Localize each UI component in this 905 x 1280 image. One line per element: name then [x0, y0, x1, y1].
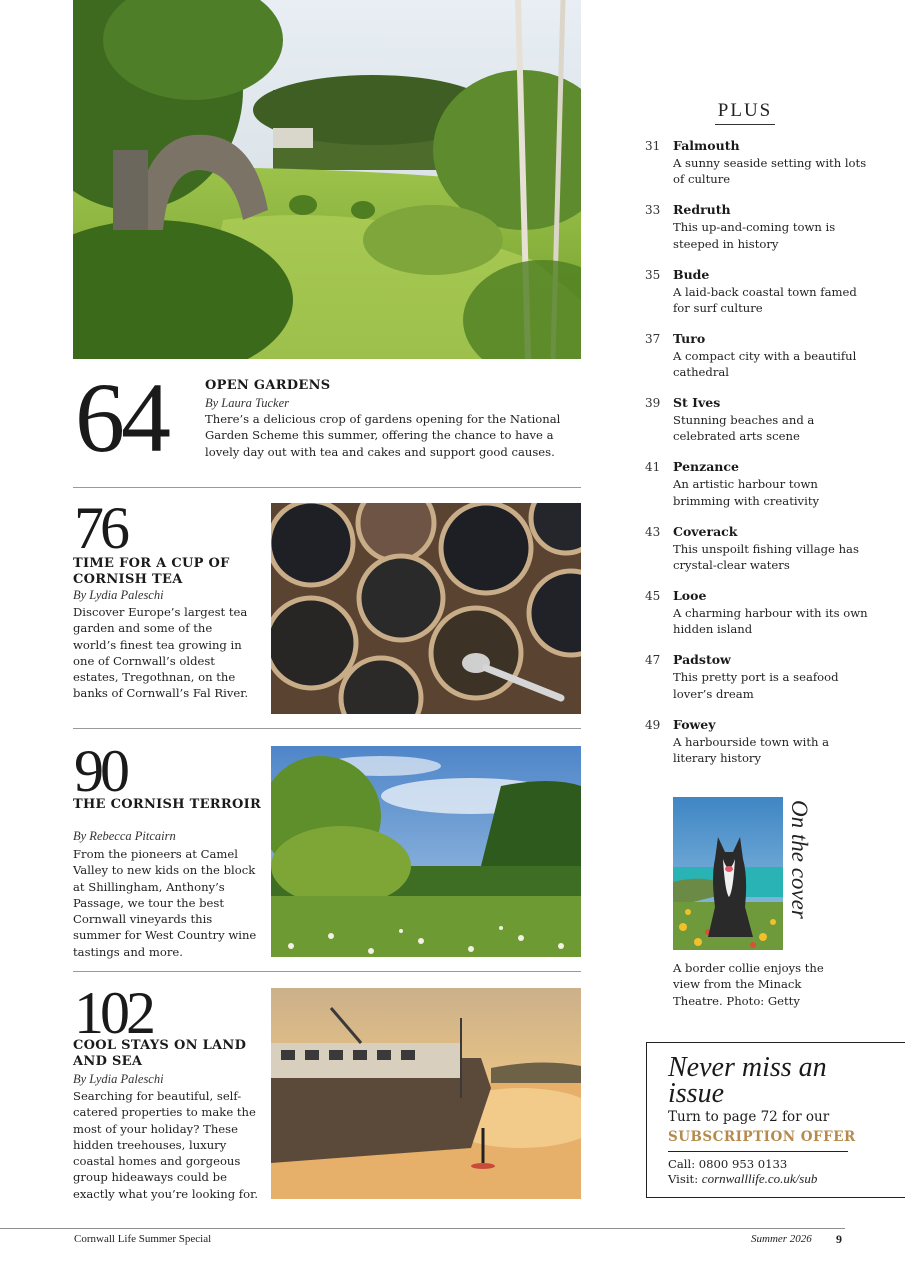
- feature-title[interactable]: THE CORNISH TERROIR: [73, 797, 262, 812]
- plus-town: Bude: [673, 266, 710, 282]
- plus-item-fowey[interactable]: [645, 717, 885, 781]
- plus-item-redruth[interactable]: [645, 202, 885, 266]
- plus-description: A harbourside town with a literary history: [673, 734, 830, 765]
- section-divider: [73, 971, 581, 972]
- feature-page-number: 102: [74, 980, 152, 1046]
- promo-divider: [668, 1151, 848, 1152]
- feature-description: From the pioneers at Camel Valley to new kids on the block at Shillingham, Anthony’s Passage, we tour the best Cornwall vineyards this summer for West Country wine tastings and more.: [73, 847, 257, 959]
- boat-photo: [271, 988, 581, 1199]
- footer-page-number: 9: [836, 1232, 842, 1246]
- plus-town: Fowey: [673, 716, 716, 732]
- cover-dog-photo[interactable]: [673, 797, 783, 950]
- feature-description: Discover Europe’s largest tea garden and some of the world’s finest tea growing in one of Cornwall’s oldest estates, Tregothnan, on the banks of Cornwall’s Fal River.: [73, 605, 249, 701]
- subscription-promo[interactable]: [646, 1042, 905, 1198]
- plus-description: This unspoilt fishing village has crystal-clear waters: [673, 541, 859, 573]
- feature-byline: By Lydia Paleschi: [73, 1072, 164, 1086]
- plus-item-falmouth[interactable]: [645, 138, 885, 202]
- feature-title[interactable]: OPEN GARDENS: [205, 378, 331, 393]
- plus-page-number: 35: [645, 267, 661, 282]
- plus-item-coverack[interactable]: [645, 524, 885, 588]
- garden-photo: [73, 0, 581, 359]
- plus-description: This up-and-coming town is steeped in history: [673, 220, 836, 251]
- plus-town: St Ives: [673, 395, 721, 411]
- feature-page-number: 90: [74, 738, 126, 804]
- promo-headline: Never miss an issue: [668, 1052, 827, 1109]
- plus-town: Redruth: [673, 202, 731, 218]
- plus-page-number: 37: [645, 331, 661, 346]
- feature-title[interactable]: COOL STAYS ON LAND AND SEA: [73, 1038, 247, 1069]
- plus-item-st-ives[interactable]: [645, 395, 885, 459]
- plus-item-turo[interactable]: [645, 331, 885, 395]
- plus-item-penzance[interactable]: [645, 459, 885, 523]
- plus-item-padstow[interactable]: [645, 652, 885, 716]
- subscription-offer-link[interactable]: SUBSCRIPTION OFFER: [668, 1129, 856, 1145]
- promo-url-link[interactable]: cornwalllife.co.uk/sub: [701, 1171, 818, 1186]
- plus-description: Stunning beaches and a celebrated arts scene: [673, 413, 815, 444]
- plus-list: [645, 138, 885, 781]
- plus-town: Padstow: [673, 652, 731, 668]
- plus-heading: PLUS: [715, 100, 775, 125]
- plus-town: Falmouth: [673, 138, 740, 153]
- plus-page-number: 33: [645, 203, 661, 218]
- plus-town: Coverack: [673, 523, 738, 539]
- feature-description: There’s a delicious crop of gardens opening for the National Garden Scheme this summer, offering the chance to have a lovely day out with tea and cakes and support good causes.: [205, 412, 561, 459]
- feature-byline: By Lydia Paleschi: [73, 588, 164, 602]
- section-divider: [73, 728, 581, 729]
- plus-description: A sunny seaside setting with lots of culture: [673, 156, 867, 187]
- plus-town: Looe: [673, 588, 707, 604]
- feature-description: Searching for beautiful, self-catered properties to make the most of your holiday? These hidden treehouses, luxury coastal homes and gorgeous group hideaways could be exactly what you’re looking for.: [73, 1089, 259, 1201]
- plus-item-looe[interactable]: [645, 588, 885, 652]
- feature-byline: By Laura Tucker: [205, 396, 290, 410]
- section-divider: [73, 487, 581, 488]
- plus-description: An artistic harbour town brimming with creativity: [673, 477, 820, 508]
- plus-description: A charming harbour with its own hidden island: [673, 606, 868, 637]
- feature-byline: By Rebecca Pitcairn: [73, 829, 176, 843]
- plus-page-number: 31: [645, 139, 661, 153]
- plus-page-number: 49: [645, 717, 661, 732]
- on-the-cover-label: On the cover: [787, 800, 812, 919]
- tea-photo: [271, 503, 581, 714]
- footer-magazine-title: Cornwall Life Summer Special: [74, 1233, 212, 1245]
- plus-town: Penzance: [673, 459, 739, 475]
- feature-page-number: 76: [74, 495, 126, 561]
- plus-description: A compact city with a beautiful cathedral: [673, 348, 857, 380]
- footer-issue: Summer 2026: [751, 1233, 812, 1245]
- plus-page-number: 47: [645, 653, 661, 668]
- feature-title[interactable]: TIME FOR A CUP OF CORNISH TEA: [73, 556, 230, 587]
- plus-description: This pretty port is a seafood lover’s dream: [673, 670, 839, 701]
- promo-visit: Visit: cornwalllife.co.uk/sub: [668, 1171, 818, 1186]
- promo-phone: Call: 0800 953 0133: [668, 1157, 788, 1171]
- footer-divider: [0, 1228, 845, 1229]
- feature-page-number: 64: [75, 362, 167, 473]
- plus-page-number: 45: [645, 589, 661, 604]
- plus-item-bude[interactable]: [645, 267, 885, 331]
- plus-town: Turo: [673, 330, 706, 346]
- plus-page-number: 41: [645, 460, 661, 475]
- vineyard-photo: [271, 746, 581, 957]
- cover-caption: A border collie enjoys the view from the Minack Theatre. Photo: Getty: [673, 961, 824, 1008]
- plus-page-number: 43: [645, 524, 661, 539]
- promo-subtext: Turn to page 72 for our: [668, 1109, 830, 1125]
- plus-page-number: 39: [645, 396, 661, 411]
- plus-description: A laid-back coastal town famed for surf culture: [673, 284, 857, 315]
